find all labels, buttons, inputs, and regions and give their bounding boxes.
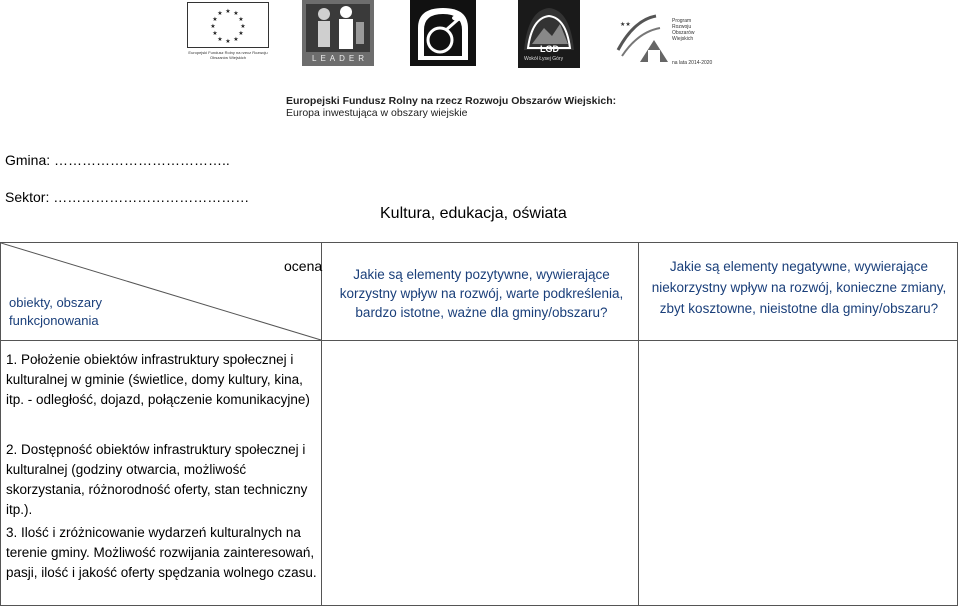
svg-text:★: ★ <box>210 23 216 30</box>
svg-text:★: ★ <box>238 30 244 37</box>
prow-lines <box>672 18 695 42</box>
lgd-label: LGD <box>540 44 559 54</box>
svg-text:★: ★ <box>212 30 218 37</box>
table-row-1: 1. Położenie obiektów infrastruktury społecznej i kulturalnej w gminie (świetlice, domy kultury, kina, itp. - odległość, dojazd, połączenie komunikacyjne) <box>6 352 310 407</box>
svg-text:★: ★ <box>238 16 244 23</box>
header-obiekty-line: obiekty, obszary <box>9 295 102 310</box>
svg-text:★: ★ <box>225 38 231 45</box>
efrrow-line1: Europejski Fundusz Rolny na rzecz Rozwoju Obszarów Wiejskich: <box>286 95 617 107</box>
sektor-field: Sektor: …………………………………… <box>5 189 250 205</box>
table-row-3: 3. Ilość i zróżnicowanie wydarzeń kulturalnych na terenie gminy. Możliwość rozwijania zainteresowań, pasji, ilość i jakość oferty spędzania wolnego czasu. <box>6 525 317 580</box>
efrrow-caption <box>286 95 616 119</box>
prow-line: Wiejskich <box>672 36 694 42</box>
leaf-wheel-logo <box>410 0 476 66</box>
prow-logo <box>614 10 718 70</box>
svg-text:★: ★ <box>212 16 218 23</box>
svg-text:★: ★ <box>233 10 239 17</box>
table-row-2: 2. Dostępność obiektów infrastruktury społecznej i kulturalnej (godziny otwarcia, możliwość skorzystania, różnorodność oferty, stan techniczny itp.). <box>6 442 308 517</box>
efrrow-line2: Europa inwestująca w obszary wiejskie <box>286 107 468 119</box>
leader-logo <box>302 0 374 66</box>
header-negative: Jakie są elementy negatywne, wywierające niekorzystny wpływ na rozwój, konieczne zmiany, zbyt kosztowne, nieistotne dla gminy/obszaru? <box>651 259 947 316</box>
svg-text:★: ★ <box>225 8 231 15</box>
lgd-subtitle: Wokół Łysej Góry <box>524 56 564 62</box>
header-obiekty <box>9 294 102 330</box>
header-obiekty-line: funkcjonowania <box>9 313 99 328</box>
header-ocena: ocena <box>284 258 323 274</box>
section-title: Kultura, edukacja, oświata <box>380 205 567 222</box>
svg-text:★: ★ <box>240 23 246 30</box>
eu-caption: Europejski Fundusz Rolny na rzecz Rozwoju Obszarów Wiejskich <box>188 50 268 60</box>
prow-line: Program <box>672 18 692 24</box>
leader-label: LEADER <box>312 54 369 63</box>
eu-flag-logo <box>187 2 269 64</box>
svg-text:★: ★ <box>233 36 239 43</box>
assessment-table <box>0 242 958 606</box>
prow-years: na lata 2014-2020 <box>672 60 713 66</box>
lgd-logo <box>518 0 580 68</box>
svg-text:★: ★ <box>217 10 223 17</box>
header-positive: Jakie są elementy pozytywne, wywierające korzystny wpływ na rozwój, warte podkreślenia, bardzo istotne, ważne dla gminy/obszaru? <box>339 267 624 320</box>
gmina-field: Gmina: ……………………………….. <box>5 152 230 168</box>
prow-line: Obszarów <box>672 30 695 36</box>
svg-text:★★: ★★ <box>620 21 631 28</box>
svg-text:★: ★ <box>217 36 223 43</box>
prow-line: Rozwoju <box>672 24 692 30</box>
logo-bar <box>0 0 960 80</box>
eu-flag-icon <box>187 2 269 48</box>
